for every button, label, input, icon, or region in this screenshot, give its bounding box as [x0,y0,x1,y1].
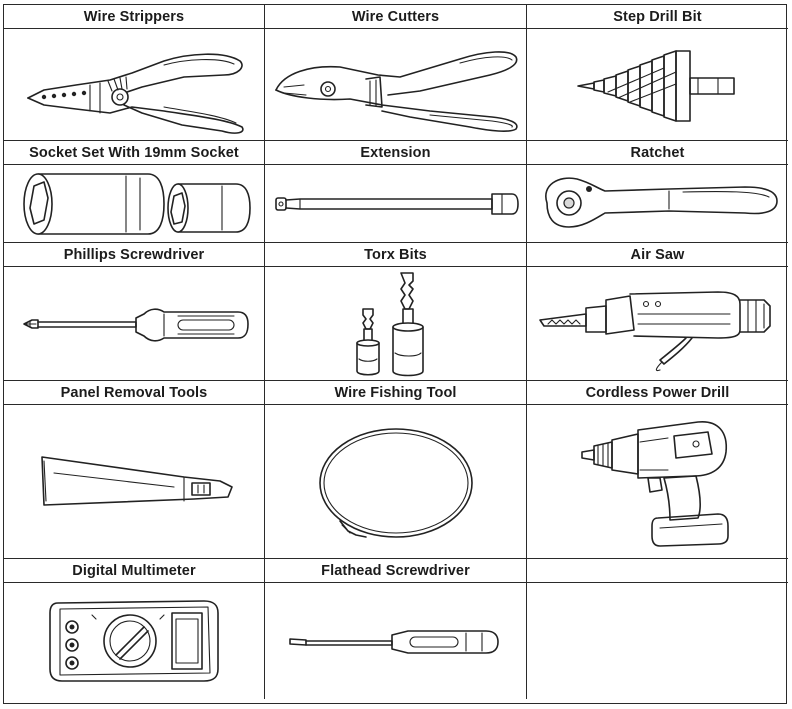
tool-table [3,4,787,704]
tool-label-socket-set: Socket Set With 19mm Socket [4,141,265,165]
wire-fishing-tool-icon [306,417,486,547]
tool-label-wire-fishing-tool: Wire Fishing Tool [265,381,527,405]
tool-label-panel-removal-tools: Panel Removal Tools [4,381,265,405]
socket-set-icon [14,168,254,240]
tool-label-wire-cutters: Wire Cutters [265,5,527,29]
tool-image-cell [4,405,265,559]
tool-label-digital-multimeter: Digital Multimeter [4,559,265,583]
flathead-screwdriver-icon [286,621,506,661]
extension-bar-icon [270,184,522,224]
tool-image-cell [265,165,527,243]
ratchet-icon [533,173,783,235]
empty-label-cell [527,559,788,583]
air-saw-icon [534,274,782,374]
tool-label-phillips-screwdriver: Phillips Screwdriver [4,243,265,267]
tool-image-cell [265,267,527,381]
tool-label-cordless-power-drill: Cordless Power Drill [527,381,788,405]
tool-label-flathead-screwdriver: Flathead Screwdriver [265,559,527,583]
wire-cutters-icon [270,35,522,135]
tool-image-cell [265,29,527,141]
tool-label-torx-bits: Torx Bits [265,243,527,267]
tool-image-cell [4,267,265,381]
tool-image-cell [265,405,527,559]
tool-image-cell [4,165,265,243]
tool-label-ratchet: Ratchet [527,141,788,165]
tool-label-wire-strippers: Wire Strippers [4,5,265,29]
tool-image-cell [4,29,265,141]
tool-label-air-saw: Air Saw [527,243,788,267]
tool-image-cell [527,165,788,243]
step-drill-bit-icon [568,40,748,130]
digital-multimeter-icon [44,593,224,689]
tool-image-cell [527,405,788,559]
wire-strippers-icon [14,35,254,135]
tool-image-cell [265,583,527,699]
empty-image-cell [527,583,788,699]
tool-image-cell [527,267,788,381]
tool-label-extension: Extension [265,141,527,165]
cordless-power-drill-icon [578,412,738,552]
tool-image-cell [4,583,265,699]
phillips-screwdriver-icon [18,300,250,348]
panel-removal-tools-icon [34,447,234,517]
tool-label-step-drill-bit: Step Drill Bit [527,5,788,29]
tool-image-cell [527,29,788,141]
torx-bits-icon [341,269,451,379]
